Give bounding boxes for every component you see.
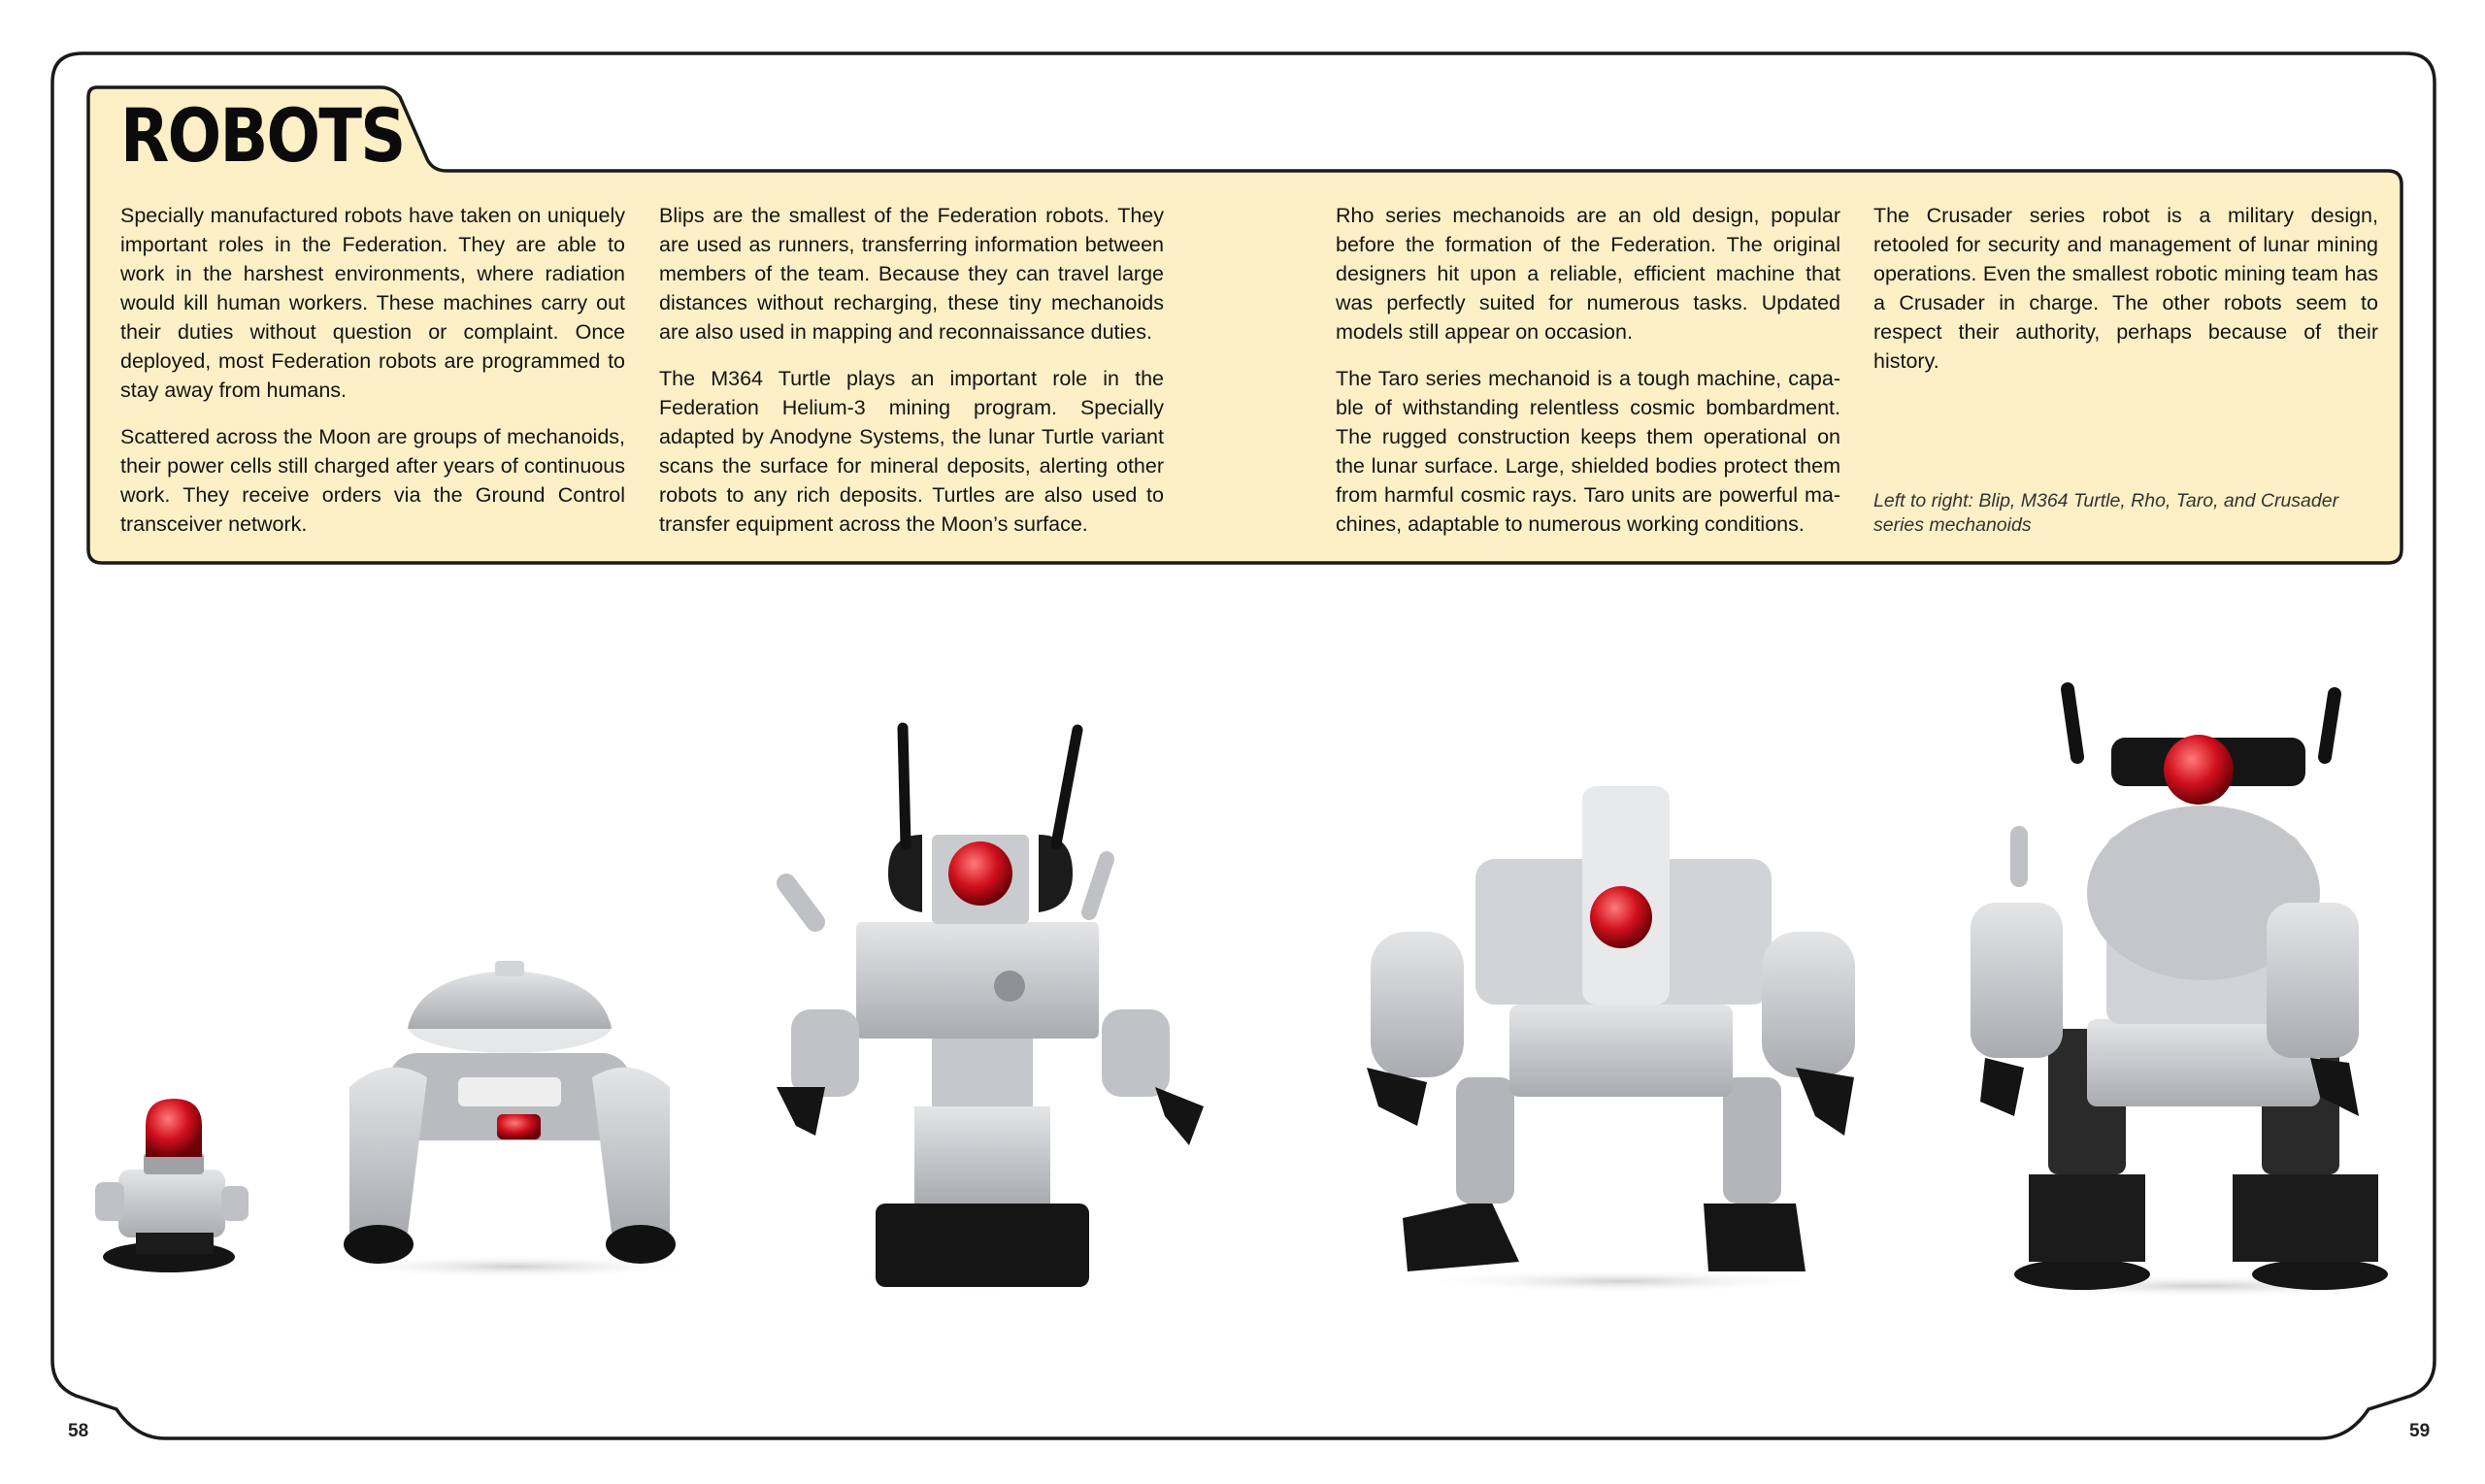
photo-caption: Left to right: Blip, M364 Turtle, Rho, Taro, and Crusader series mechanoids <box>1873 490 2339 536</box>
robot-rho <box>777 728 1204 1291</box>
paragraph: The Taro series mechanoid is a tough machine, capable of withstanding relentless cosmic bombardment. The rugged construction keeps them operational on the lunar surface. Large, shielded bodies protect them from harmful cosmic rays. Taro units are powerful machines, adaptable to numerous working conditions. <box>1336 367 1840 536</box>
robot-turtle <box>330 961 699 1278</box>
paragraph: The Crusader series robot is a military design, retooled for security and management of lunar mining operations. Even the smallest robotic mining team has a Crusader in charge. The other robots seem to respect their authority, perhaps because of their history. <box>1873 204 2378 373</box>
paragraph: Rho series mechanoids are an old design, popular before the formation of the Federation. The original designers hit upon a reliable, efficient machine that was perfectly suited for numerous tasks. Updated models still appear on occasion. <box>1336 204 1840 344</box>
robot-taro <box>1367 786 1855 1293</box>
page-number-left: 58 <box>68 1421 89 1441</box>
page-title: ROBOTS <box>120 92 405 179</box>
paragraph: The M364 Turtle plays an important role in the Federation Helium-3 mining program. Specially adapted by Anodyne Systems, the lunar Turtle variant scans the surface for mineral deposits, alerting other robots to any rich deposits. Turtles are also used to transfer equipment across the Moon’s surface. <box>659 367 1164 536</box>
robot-crusader <box>1971 689 2417 1298</box>
paragraph: Specially manufactured robots have taken on uniquely important roles in the Federation. They are able to work in the harshest environments, where radiation would kill human workers. These machines carry out their duties without question or complaint. Once deployed, most Federation robots are programmed to stay away from humans. <box>120 204 625 402</box>
paragraph: Scattered across the Moon are groups of mechanoids, their power cells still charged after years of continuous work. They receive orders via the Ground Control transceiver network. <box>120 425 625 536</box>
page-number-right: 59 <box>2409 1421 2431 1441</box>
robot-blip <box>95 1099 252 1273</box>
paragraph: Blips are the smallest of the Federation robots. They are used as runners, transferring information between members of the team. Because they can travel large distances without recharging, these tiny mechanoids are also used in mapping and reconnaissance duties. <box>659 204 1164 344</box>
